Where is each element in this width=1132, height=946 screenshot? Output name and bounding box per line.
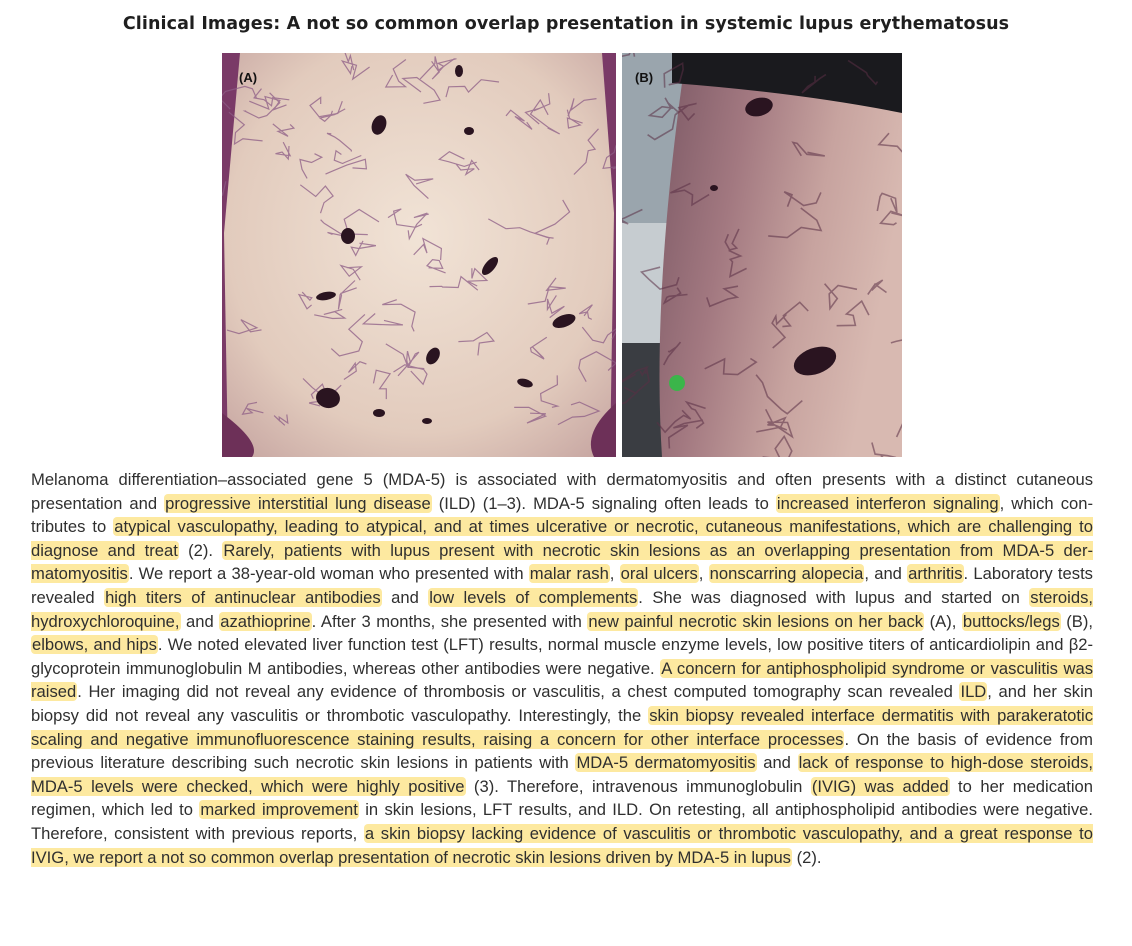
- highlighted-text: arthritis: [908, 564, 963, 584]
- body-text-segment: to her medication regimen, which led to: [31, 776, 1094, 820]
- body-text-segment: . We report a 38-year-old woman who presented with: [128, 564, 529, 584]
- body-text-segment: (3). Therefore, intravenous immunoglobulin: [465, 776, 811, 796]
- article-title: Clinical Images: A not so common overlap presentation in systemic lupus erythematosus: [122, 14, 1010, 34]
- highlighted-text: nonscarring alopecia: [709, 564, 864, 584]
- highlighted-text: oral ulcers: [620, 564, 698, 584]
- body-text-segment: . She was diagnosed with lupus and started on: [638, 587, 1030, 607]
- body-text-segment: ,: [609, 564, 620, 584]
- highlighted-text: MDA-5 dermatomyositis: [576, 753, 756, 773]
- body-text-segment: (ILD) (1–3). MDA-5 signaling often leads to: [431, 493, 776, 513]
- body-text-segment: in skin lesions, LFT results, and ILD. On retesting, all antiphospholipid antibodies were negative. Therefore, consistent with previous reports,: [31, 800, 1093, 843]
- necrotic-lesion: [422, 418, 432, 424]
- necrotic-lesion: [455, 65, 463, 77]
- body-text-segment: . We noted elevated liver function test (LFT) results, normal muscle enzyme levels, low positive titers of anticardiolipin and β2-glycoprotein immunoglobulin M antibodies, whereas other antibodies were negative.: [31, 635, 1093, 678]
- body-text-segment: , which contributes to: [31, 493, 1093, 537]
- leg-skin-image: [622, 53, 902, 457]
- body-text-segment: (A),: [924, 611, 962, 631]
- body-text-segment: . On the basis of evidence from previous literature describing such necrotic skin lesions in patients with: [31, 729, 1093, 773]
- highlighted-text: skin biopsy revealed interface dermatitis with parakeratotic scaling and negative immunofluorescence staining results, raising a concern for other interface processes: [31, 705, 1093, 749]
- highlighted-text: atypical vasculopathy, leading to atypical, and at times ulcerative or necrotic, cutaneous manifestations, which are challenging to diagnose and treat: [31, 517, 1094, 560]
- body-text-segment: . Laboratory tests revealed: [31, 564, 1093, 607]
- highlighted-text: steroids, hydroxychloroquine,: [31, 587, 1093, 631]
- highlighted-text: elbows, and hips: [32, 635, 157, 655]
- body-text-segment: . After 3 months, she presented with: [311, 611, 588, 631]
- necrotic-lesion: [341, 228, 355, 244]
- body-text-segment: and: [180, 611, 220, 631]
- body-text-segment: , and her skin biopsy did not reveal any vasculitis or thrombotic vasculopathy. Interestingly, the: [31, 682, 1093, 725]
- highlighted-text: progressive interstitial lung disease: [165, 493, 431, 513]
- highlighted-text: a skin biopsy lacking evidence of vasculitis or thrombotic vasculopathy, and a great response to IVIG, we report a not so common overlap presentation of necrotic skin lesions driven by MDA-5 in lupus: [31, 823, 1093, 867]
- highlighted-text: high titers of antinuclear antibodies: [105, 587, 381, 607]
- body-text-segment: and: [756, 753, 798, 773]
- highlighted-text: lack of response to high-dose steroids, MDA-5 levels were checked, which were highly positive: [31, 753, 1093, 796]
- highlighted-text: azathioprine: [220, 611, 311, 631]
- back-skin-image: [222, 53, 616, 457]
- article-body: [31, 468, 1093, 869]
- highlighted-text: A concern for antiphospholipid syndrome or vasculitis was raised: [31, 658, 1093, 702]
- clinical-photo-back: [222, 53, 616, 457]
- body-text-segment: (2).: [791, 847, 822, 867]
- highlighted-text: ILD: [960, 682, 987, 702]
- body-text-segment: (B),: [1060, 611, 1093, 631]
- body-text-segment: Melanoma differentiation–associated gene 5 (MDA-5) is associated with dermatomyositis and often presents with a distinct cutaneous presentation and: [31, 470, 1093, 513]
- highlighted-text: Rarely, patients with lupus present with necrotic skin lesions as an overlapping presentation from MDA-5 dermatomyositis: [31, 540, 1093, 584]
- necrotic-lesion: [373, 409, 385, 417]
- highlighted-text: increased interferon signaling: [776, 493, 999, 513]
- panel-a-label: (A): [239, 70, 258, 85]
- panel-b-label: (B): [635, 70, 654, 85]
- body-text-segment: ,: [698, 564, 709, 584]
- highlighted-text: marked improvement: [200, 800, 358, 820]
- body-text-segment: , and: [864, 564, 908, 584]
- highlighted-text: new painful necrotic skin lesions on her back: [588, 611, 924, 631]
- highlighted-text: (IVIG) was added: [811, 776, 949, 796]
- highlighted-text: malar rash: [529, 564, 609, 584]
- body-text-segment: (2).: [178, 540, 223, 560]
- necrotic-lesion: [710, 185, 718, 191]
- clinical-photo-leg: [622, 53, 902, 457]
- necrotic-lesion: [464, 127, 474, 135]
- body-text-segment: . Her imaging did not reveal any evidence of thrombosis or vasculitis, a chest computed tomography scan revealed: [77, 682, 960, 702]
- body-text-segment: and: [381, 587, 429, 607]
- highlighted-text: buttocks/legs: [962, 611, 1060, 631]
- highlighted-text: low levels of complements: [429, 587, 638, 607]
